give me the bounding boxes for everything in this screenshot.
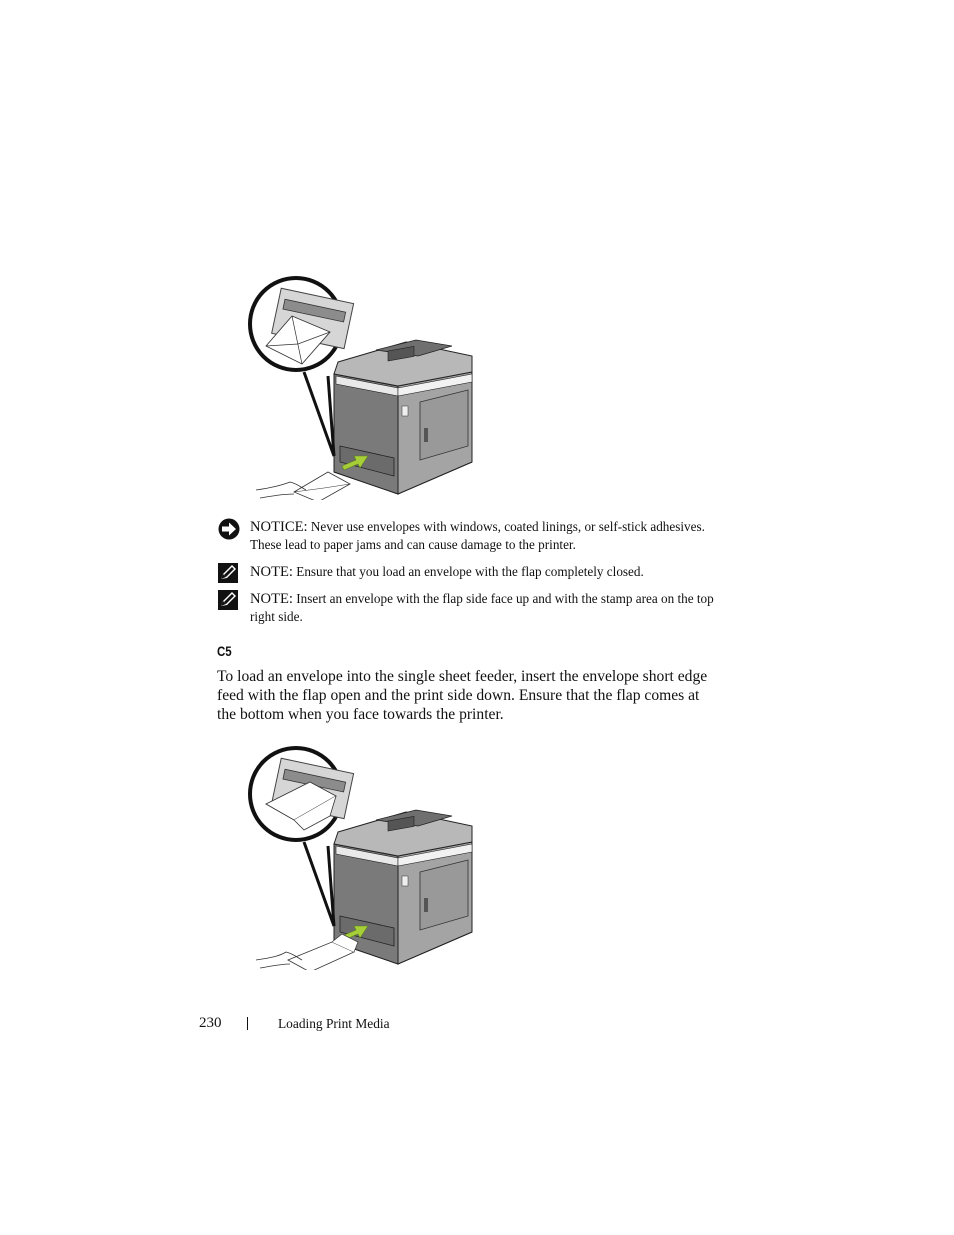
page-number: 230: [199, 1015, 222, 1031]
printer-envelope-illustration-2: [246, 746, 478, 970]
note2-label: NOTE:: [250, 591, 293, 607]
notice-label: NOTICE:: [250, 519, 308, 535]
footer-separator: [247, 1017, 248, 1030]
note-pencil-icon: [218, 590, 240, 612]
note1-text: Ensure that you load an envelope with the flap completely closed.: [296, 564, 644, 579]
footer-chapter-title: Loading Print Media: [278, 1016, 390, 1031]
section-heading: C5: [217, 644, 232, 659]
note-callout-1: [218, 563, 718, 581]
notice-text: Never use envelopes with windows, coated linings, or self-stick adhesives. These lead to paper jams and can cause damage to the printer.: [250, 519, 705, 552]
note-pencil-icon: [218, 563, 240, 585]
note1-label: NOTE:: [250, 564, 293, 580]
body-paragraph: To load an envelope into the single sheet feeder, insert the envelope short edge feed with the flap open and the print side down. Ensure that the flap comes at the bottom when you face towards the printer.: [217, 668, 708, 723]
note-callout-2: [218, 590, 718, 625]
notice-callout: [218, 518, 718, 553]
printer-envelope-illustration-1: [246, 276, 478, 500]
note2-text: Insert an envelope with the flap side face up and with the stamp area on the top right side.: [250, 591, 714, 624]
notice-arrow-icon: [218, 518, 240, 540]
